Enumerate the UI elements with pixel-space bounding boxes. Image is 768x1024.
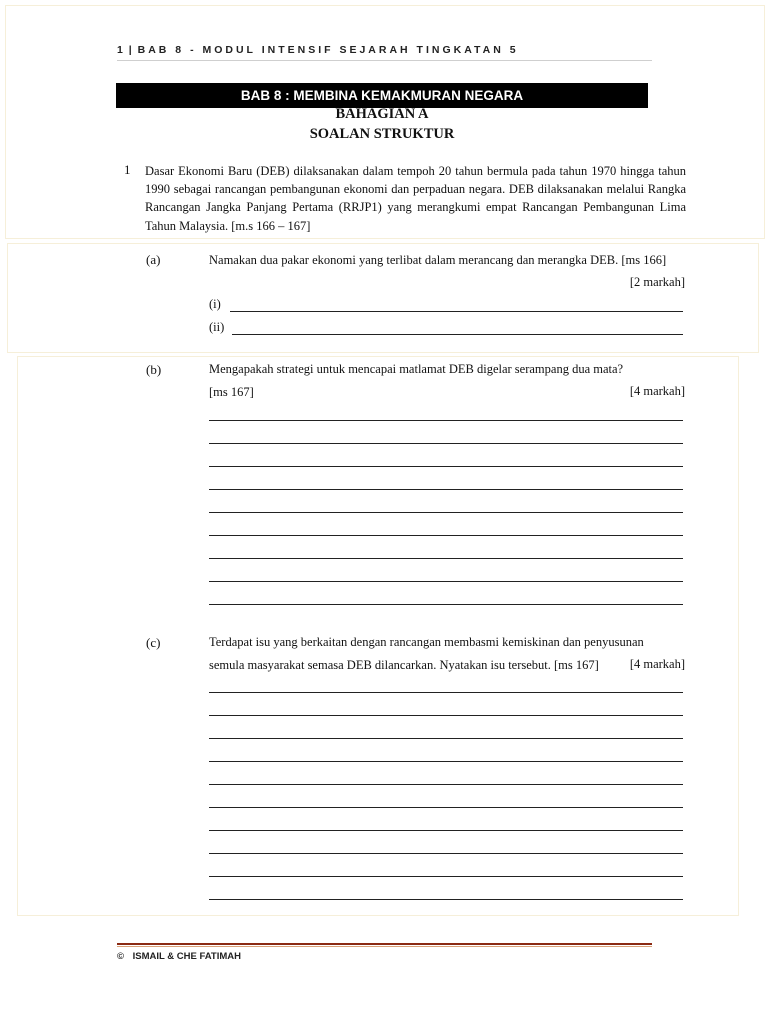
part-c-answer-line[interactable]	[209, 738, 683, 739]
part-b-marks: [4 markah]	[629, 384, 685, 398]
part-a-label: (a)	[146, 252, 161, 267]
part-a-text: Namakan dua pakar ekonomi yang terlibat dalam merancang dan merangka DEB. [ms 166]	[209, 253, 667, 267]
part-b-answer-line[interactable]	[209, 420, 683, 421]
part-c-answer-line[interactable]	[209, 761, 683, 762]
part-c-text-line1: Terdapat isu yang berkaitan dengan rancangan membasmi kemiskinan dan penyusunan	[209, 635, 644, 649]
part-a-answer-line-ii[interactable]	[232, 334, 683, 335]
part-c-answer-line[interactable]	[209, 853, 683, 854]
part-b-text: Mengapakah strategi untuk mencapai matlamat DEB digelar serampang dua mata?	[209, 362, 624, 376]
part-b-ref: [ms 167]	[209, 385, 254, 399]
header-title: BAB 8 - MODUL INTENSIF SEJARAH TINGKATAN 5	[137, 44, 519, 56]
part-c-label: (c)	[146, 635, 161, 650]
part-b-answer-line[interactable]	[209, 581, 683, 582]
copyright-icon: ©	[117, 951, 124, 962]
part-b-answer-line[interactable]	[209, 489, 683, 490]
page-header	[117, 44, 652, 56]
part-a-answer-line-i[interactable]	[230, 311, 683, 312]
section-type: SOALAN STRUKTUR	[309, 126, 455, 142]
footer-authors: ISMAIL & CHE FATIMAH	[132, 951, 242, 962]
part-a-sub-ii-label: (ii)	[209, 320, 225, 334]
part-b-label: (b)	[146, 362, 162, 377]
part-b-answer-line[interactable]	[209, 512, 683, 513]
section-title: BAHAGIAN A	[335, 106, 429, 122]
page-footer	[117, 951, 241, 962]
part-b-answer-line[interactable]	[209, 535, 683, 536]
footer-rule-shadow	[117, 946, 652, 947]
part-c-text-line2: semula masyarakat semasa DEB dilancarkan. Nyatakan isu tersebut. [ms 167]	[209, 658, 599, 672]
part-c-answer-line[interactable]	[209, 899, 683, 900]
part-c-marks: [4 markah]	[629, 657, 685, 671]
part-b-answer-line[interactable]	[209, 466, 683, 467]
part-c-answer-line[interactable]	[209, 692, 683, 693]
part-c-answer-line[interactable]	[209, 876, 683, 877]
question-number: 1	[124, 162, 131, 177]
part-c-answer-line[interactable]	[209, 830, 683, 831]
part-a-marks: [2 markah]	[629, 275, 685, 289]
page-number: 1	[117, 44, 123, 56]
footer-rule	[117, 943, 652, 945]
part-b-answer-line[interactable]	[209, 558, 683, 559]
part-b-answer-line[interactable]	[209, 604, 683, 605]
header-separator: |	[128, 44, 132, 56]
part-b-answer-line[interactable]	[209, 443, 683, 444]
part-c-answer-line[interactable]	[209, 807, 683, 808]
chapter-title: BAB 8 : MEMBINA KEMAKMURAN NEGARA	[116, 83, 648, 108]
part-a-sub-i-label: (i)	[209, 297, 221, 311]
question-intro: Dasar Ekonomi Baru (DEB) dilaksanakan dalam tempoh 20 tahun bermula pada tahun 1970 hingga tahun 1990 sebagai rancangan pembangunan ekonomi dan perpaduan negara. DEB dilaksanakan melalui Rangka Rancangan Jangka Panjang Pertama (RRJP1) yang merangkumi empat Rancangan Pembangunan Lima Tahun Malaysia. [m.s 166 – 167]	[145, 164, 686, 233]
header-rule	[117, 60, 652, 61]
part-c-answer-line[interactable]	[209, 715, 683, 716]
part-c-answer-line[interactable]	[209, 784, 683, 785]
